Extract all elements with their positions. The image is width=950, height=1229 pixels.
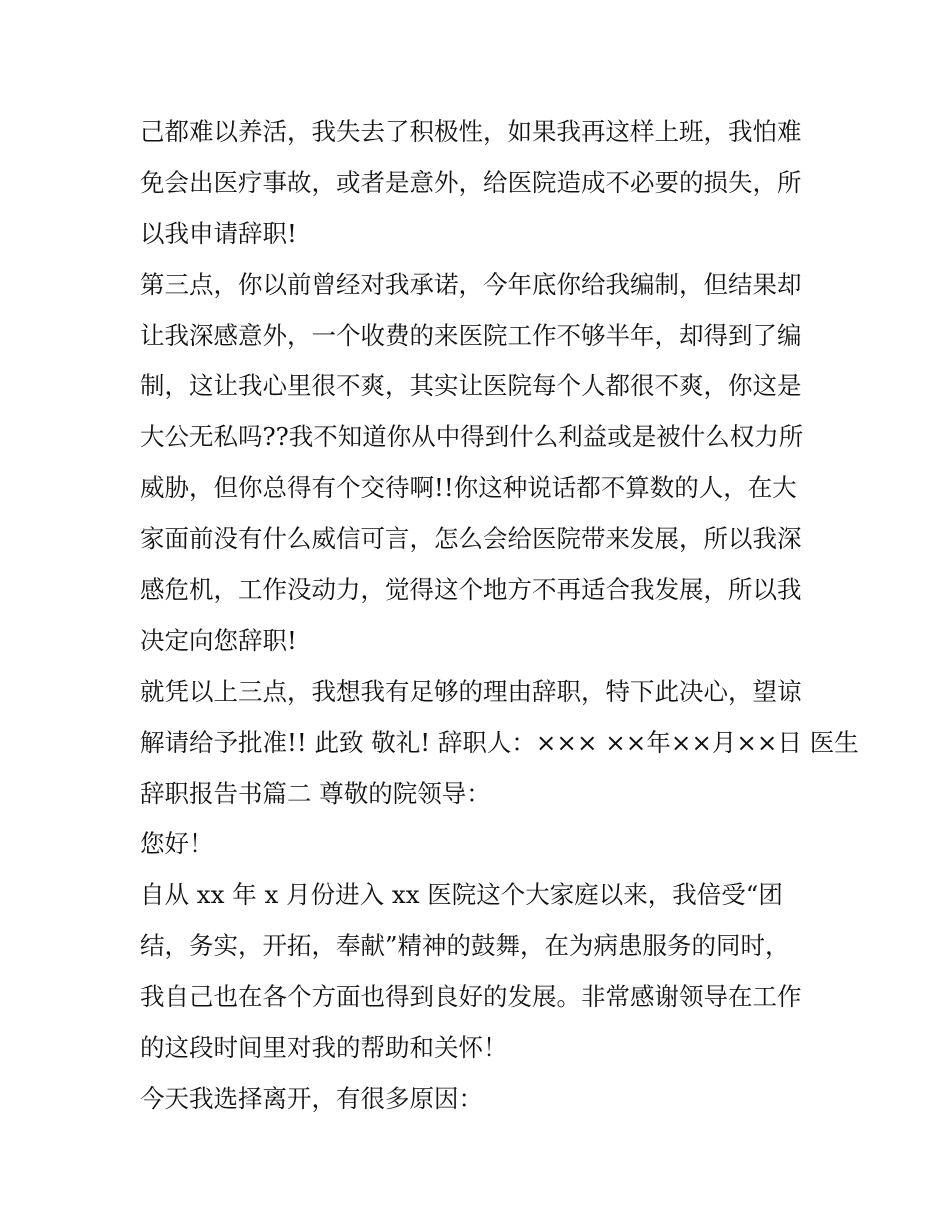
text-line: 今天我选择离开，有很多原因： — [140, 1083, 483, 1113]
text-line: 免会出医疗事故，或者是意外，给医院造成不必要的损失，所 — [140, 167, 802, 197]
text-line: 自从 xx 年 x 月份进入 xx 医院这个大家庭以来，我倍受“团 — [140, 880, 783, 910]
document-body — [140, 107, 859, 1125]
text-line: 己都难以养活，我失去了积极性，如果我再这样上班，我怕难 — [140, 117, 802, 146]
text-line: 威胁，但你总得有个交待啊!!你这种说话都不算数的人，在大 — [140, 473, 797, 503]
text-line: 解请给予批准!! 此致 敬礼! 辞职人：××× ××年××月××日 医生 — [140, 727, 859, 757]
greeting: 您好！ — [140, 829, 214, 859]
text-line: 以我申请辞职! — [140, 218, 297, 248]
text-line: 制，这让我心里很不爽，其实让医院每个人都很不爽，你这是 — [140, 371, 802, 401]
text-line: 就凭以上三点，我想我有足够的理由辞职，特下此决心，望谅 — [140, 676, 802, 706]
text-line: 的这段时间里对我的帮助和关怀！ — [140, 1033, 508, 1063]
text-line: 第三点，你以前曾经对我承诺，今年底你给我编制，但结果却 — [140, 269, 802, 299]
text-line: 感危机，工作没动力，觉得这个地方不再适合我发展，所以我 — [140, 575, 802, 605]
text-line: 大公无私吗??我不知道你从中得到什么利益或是被什么权力所 — [140, 422, 804, 452]
text-line: 结，务实，开拓，奉献”精神的鼓舞，在为病患服务的同时， — [140, 931, 790, 961]
text-line: 让我深感意外，一个收费的来医院工作不够半年，却得到了编 — [140, 320, 802, 350]
text-line: 我自己也在各个方面也得到良好的发展。非常感谢领导在工作 — [140, 982, 802, 1012]
text-line: 决定向您辞职! — [140, 625, 297, 655]
text-line: 家面前没有什么威信可言，怎么会给医院带来发展，所以我深 — [140, 524, 802, 554]
section-heading: 辞职报告书篇二 尊敬的院领导： — [140, 778, 491, 808]
